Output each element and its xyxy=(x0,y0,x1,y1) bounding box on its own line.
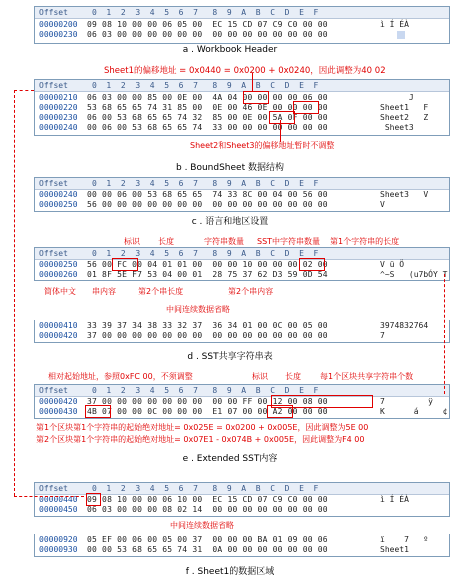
label-f-omitted: 中间连续数据省略 xyxy=(170,521,234,530)
highlight-box xyxy=(299,258,325,271)
caption-a: a . Workbook Header xyxy=(182,45,278,55)
hex-bytes: 09 08 10 00 00 06 10 00 EC 15 CD 07 C9 C0 00 00 xyxy=(87,495,328,504)
hex-header xyxy=(35,80,449,92)
highlight-box xyxy=(85,405,111,418)
highlight-box xyxy=(243,91,269,104)
offset: 00000420 xyxy=(39,331,78,340)
offset: 00000230 xyxy=(39,30,78,39)
hex-bytes: 06 03 00 00 00 00 00 00 00 00 00 00 00 00 00 00 xyxy=(87,30,328,39)
offset: 00000220 xyxy=(39,103,78,112)
hex-panel-b xyxy=(34,79,450,136)
hex-bytes: 53 68 65 65 74 31 85 00 0E 00 46 0E 00 00 00 00 xyxy=(87,103,328,112)
dashed-connector xyxy=(444,274,445,394)
ascii-text: ì Í ÉÀ xyxy=(380,20,409,29)
hex-bytes: 09 08 10 00 00 06 05 00 EC 15 CD 07 C9 C0 00 00 xyxy=(87,20,328,29)
note-sheet23: Sheet2和Sheet3的偏移地址暂时不调整 xyxy=(190,141,335,150)
hex-bytes: 37 00 00 00 00 00 00 00 00 00 FF 00 12 00 08 00 xyxy=(87,397,328,406)
offset: 00000410 xyxy=(39,321,78,330)
hex-bytes: 56 00 00 00 00 00 00 00 00 00 00 00 00 00 00 00 xyxy=(87,200,328,209)
hex-bytes: 06 00 53 68 65 65 74 32 85 00 0E 00 5A 0F 00 00 xyxy=(87,113,328,122)
dashed-connector xyxy=(14,90,34,91)
label-second-length: 第2个串长度 xyxy=(138,287,184,296)
highlight-box xyxy=(293,101,319,114)
pointer-line xyxy=(280,120,281,142)
highlight-box xyxy=(112,258,138,271)
hex-bytes: 33 39 37 34 38 33 32 37 36 34 01 00 0C 00 05 00 xyxy=(87,321,328,330)
ascii-text: ì Í ÉÀ xyxy=(380,495,409,504)
hex-panel-f2 xyxy=(34,534,450,557)
offset: 00000260 xyxy=(39,270,78,279)
label-relative-address: 相对起始地址，参照0xFC 00，不须调整 xyxy=(48,372,193,381)
label-e-length: 长度 xyxy=(285,372,301,381)
hex-bytes: 56 00 FC 00 04 01 01 00 00 00 10 00 00 00 02 00 xyxy=(87,260,328,269)
label-simplified-chinese: 简体中文 xyxy=(44,287,76,296)
hex-panel-f xyxy=(34,482,450,517)
hex-bytes: 00 00 06 00 53 68 65 65 74 33 8C 00 04 00 56 00 xyxy=(87,190,328,199)
ascii-text: Sheet1 F xyxy=(380,103,429,112)
note-block2: 第2个区块第1个字符串的起始绝对地址= 0x07E1 - 0x074B + 0x005E，因此调整为F4 00 xyxy=(36,435,365,444)
ascii-text: Sheet2 Z xyxy=(380,113,429,122)
hex-panel-a xyxy=(34,6,450,44)
hex-header xyxy=(35,248,449,260)
ascii-text: V xyxy=(380,200,385,209)
offset: 00000420 xyxy=(39,397,78,406)
offset: 00000240 xyxy=(39,190,78,199)
label-id: 标识 xyxy=(124,237,140,246)
offset: 00000200 xyxy=(39,20,78,29)
ascii-text: 7 ÿ xyxy=(380,397,433,406)
ascii-text: 7 xyxy=(380,331,385,340)
header-columns: Offset 0 1 2 3 4 5 6 7 8 9 A B C D E F xyxy=(39,386,319,395)
scroll-highlight xyxy=(397,31,405,39)
hex-bytes: 4B 07 00 00 0C 00 00 00 E1 07 00 00 A2 00 00 00 xyxy=(87,407,328,416)
ascii-text: ï 7 º xyxy=(380,535,429,544)
header-columns: Offset 0 1 2 3 4 5 6 7 8 9 A B C D E F xyxy=(39,179,319,188)
hex-panel-c xyxy=(34,177,450,212)
label-second-content: 第2个串内容 xyxy=(228,287,274,296)
hex-bytes: 00 00 53 68 65 65 74 31 0A 00 00 00 00 00 00 00 xyxy=(87,545,328,554)
caption-e: e . Extended SST内容 xyxy=(182,454,278,464)
caption-d: d . SST共享字符串表 xyxy=(187,352,273,362)
hex-bytes: 37 00 00 00 00 00 00 00 00 00 00 00 00 00 00 00 xyxy=(87,331,328,340)
hex-header xyxy=(35,178,449,190)
caption-f: f . Sheet1的数据区域 xyxy=(185,567,275,577)
hex-header xyxy=(35,385,449,397)
hex-bytes: 01 8F 5E F7 53 04 00 01 28 75 37 62 D3 59 0D 54 xyxy=(87,270,328,279)
label-length: 长度 xyxy=(158,237,174,246)
offset: 00000920 xyxy=(39,535,78,544)
label-sst-count: SST中字符串数量 xyxy=(257,237,321,246)
caption-b: b . BoundSheet 数据结构 xyxy=(176,163,284,173)
header-columns: Offset 0 1 2 3 4 5 6 7 8 9 A B C D E F xyxy=(39,484,319,493)
hex-bytes: 05 EF 00 06 00 05 00 37 00 00 00 BA 01 09 00 06 xyxy=(87,535,328,544)
label-omitted: 中间连续数据省略 xyxy=(166,305,230,314)
label-first-length: 第1个字符串的长度 xyxy=(330,237,400,246)
hex-panel-d xyxy=(34,247,450,281)
hex-bytes: 06 03 00 00 00 08 02 14 00 00 00 00 00 00 00 00 xyxy=(87,505,328,514)
offset: 00000930 xyxy=(39,545,78,554)
header-columns: Offset 0 1 2 3 4 5 6 7 8 9 A B C D E F xyxy=(39,81,319,90)
offset: 00000210 xyxy=(39,93,78,102)
offset: 00000250 xyxy=(39,260,78,269)
hex-bytes: 06 03 00 00 85 00 0E 00 4A 04 00 00 00 00 06 00 xyxy=(87,93,328,102)
ascii-text: V ü Ö xyxy=(380,260,405,269)
hex-panel-e xyxy=(34,384,450,419)
label-strings-per-block: 每1个区块共享字符串个数 xyxy=(320,372,414,381)
ascii-text: Sheet1 xyxy=(380,545,409,554)
header-columns: Offset 0 1 2 3 4 5 6 7 8 9 A B C D E F xyxy=(39,8,319,17)
ascii-text: ^~S (u7bÓY T xyxy=(380,270,448,279)
note-sheet1-offset: Sheet1的偏移地址 = 0x0440 = 0x0200 + 0x0240，因此调整为40 02 xyxy=(104,66,386,76)
ascii-text: 3974832764 xyxy=(380,321,429,330)
hex-header xyxy=(35,7,449,19)
header-columns: Offset 0 1 2 3 4 5 6 7 8 9 A B C D E F xyxy=(39,249,319,258)
ascii-text: J xyxy=(380,93,414,102)
offset: 00000230 xyxy=(39,113,78,122)
highlight-box xyxy=(269,111,295,124)
offset: 00000240 xyxy=(39,123,78,132)
offset: 00000250 xyxy=(39,200,78,209)
caption-c: c . 语言和地区设置 xyxy=(191,217,269,227)
hex-panel-d2 xyxy=(34,320,450,343)
ascii-text: Sheet3 V xyxy=(380,190,429,199)
note-block1: 第1个区块第1个字符串的起始绝对地址= 0x025E = 0x0200 + 0x005E，因此调整为5E 00 xyxy=(36,423,369,432)
label-string-count: 字符串数量 xyxy=(204,237,244,246)
dashed-connector xyxy=(14,496,84,497)
ascii-text: Sheet3 xyxy=(380,123,414,132)
label-string-content: 串内容 xyxy=(92,287,116,296)
offset: 00000450 xyxy=(39,505,78,514)
highlight-box xyxy=(86,493,101,506)
ascii-text: K á ¢ xyxy=(380,407,448,416)
pointer-line xyxy=(252,73,253,91)
hex-bytes: 00 06 00 53 68 65 65 74 33 00 00 00 00 00 00 00 xyxy=(87,123,328,132)
offset: 00000440 xyxy=(39,495,78,504)
offset: 00000430 xyxy=(39,407,78,416)
dashed-connector xyxy=(14,90,15,496)
label-e-id: 标识 xyxy=(252,372,268,381)
highlight-box xyxy=(267,405,293,418)
